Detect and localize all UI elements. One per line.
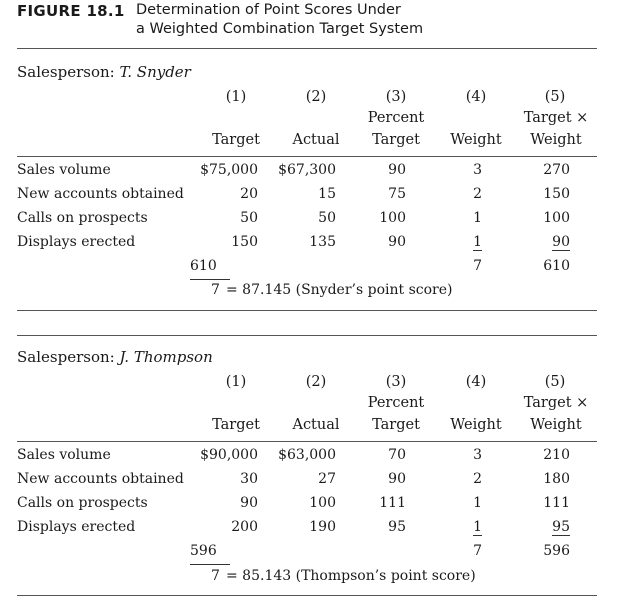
cell-actual: 190: [309, 519, 336, 535]
cell-actual: 15: [318, 186, 336, 202]
cell-weight: [470, 234, 482, 250]
col-1-number: (1): [225, 374, 247, 390]
col-5-number: (5): [544, 374, 566, 390]
figure-label: FIGURE 18.1: [17, 2, 125, 20]
product-total: 596: [543, 543, 570, 559]
section-start-rule: [17, 335, 597, 336]
salesperson-prefix: Salesperson:: [17, 348, 120, 366]
col-4-heading: Weight: [450, 132, 502, 148]
row-label: Displays erected: [17, 519, 136, 535]
top-rule: [17, 48, 597, 49]
cell-target: $90,000: [200, 447, 258, 463]
col-5-heading: Weight: [530, 417, 582, 433]
col-2-number: (2): [305, 89, 327, 105]
weight-underlined: 1: [473, 519, 482, 535]
cell-weight: 1: [473, 210, 482, 226]
row-label: New accounts obtained: [17, 471, 184, 487]
cell-product: 100: [543, 210, 570, 226]
col-2-heading: Actual: [292, 132, 340, 148]
cell-target: 20: [240, 186, 258, 202]
cell-target: $75,000: [200, 162, 258, 178]
row-label: Calls on prospects: [17, 210, 148, 226]
row-label: Displays erected: [17, 234, 136, 250]
col-3-line1: Percent: [367, 395, 425, 411]
weight-total: 7: [473, 258, 482, 274]
col-3-number: (3): [385, 89, 407, 105]
cell-actual: 27: [318, 471, 336, 487]
col-1-number: (1): [225, 89, 247, 105]
point-score-result: = 87.145 (Snyder’s point score): [226, 282, 453, 298]
cell-percent: 75: [388, 186, 406, 202]
cell-percent: 111: [379, 495, 406, 511]
weight-underlined: 1: [473, 234, 482, 250]
fraction-denominator: 7: [211, 568, 220, 584]
cell-actual: $63,000: [278, 447, 336, 463]
cell-target: 30: [240, 471, 258, 487]
cell-percent: 90: [388, 234, 406, 250]
product-total: 610: [543, 258, 570, 274]
salesperson-heading: [17, 63, 191, 81]
fraction-numerator: 596: [190, 543, 217, 559]
section-end-rule: [17, 310, 597, 311]
cell-percent: 95: [388, 519, 406, 535]
cell-weight: [470, 519, 482, 535]
cell-product: 150: [543, 186, 570, 202]
fraction-bar: [190, 279, 230, 280]
cell-weight: 3: [473, 447, 482, 463]
cell-weight: 2: [473, 471, 482, 487]
header-rule: [17, 441, 597, 442]
cell-target: 200: [231, 519, 258, 535]
weight-total: 7: [473, 543, 482, 559]
cell-percent: 90: [388, 471, 406, 487]
cell-actual: 100: [309, 495, 336, 511]
col-4-heading: Weight: [450, 417, 502, 433]
header-rule: [17, 156, 597, 157]
col-5-line1: Target ×: [523, 110, 589, 126]
col-4-number: (4): [465, 374, 487, 390]
cell-product: [530, 234, 570, 250]
col-2-heading: Actual: [292, 417, 340, 433]
salesperson-prefix: Salesperson:: [17, 63, 120, 81]
product-underlined: 90: [552, 234, 570, 250]
cell-actual: 50: [318, 210, 336, 226]
col-5-number: (5): [544, 89, 566, 105]
salesperson-name: T. Snyder: [119, 63, 191, 81]
figure-title-line-2: a Weighted Combination Target System: [136, 21, 424, 37]
cell-actual: $67,300: [278, 162, 336, 178]
cell-percent: 70: [388, 447, 406, 463]
cell-product: 270: [543, 162, 570, 178]
cell-product: 180: [543, 471, 570, 487]
col-1-heading: Target: [212, 417, 260, 433]
cell-target: 90: [240, 495, 258, 511]
cell-weight: 2: [473, 186, 482, 202]
cell-product: [530, 519, 570, 535]
fraction-numerator: 610: [190, 258, 217, 274]
cell-product: 111: [543, 495, 570, 511]
col-1-heading: Target: [212, 132, 260, 148]
cell-percent: 90: [388, 162, 406, 178]
col-3-heading: Target: [372, 417, 420, 433]
cell-weight: 1: [473, 495, 482, 511]
point-score-result: = 85.143 (Thompson’s point score): [226, 568, 476, 584]
col-3-heading: Target: [372, 132, 420, 148]
fraction-denominator: 7: [211, 282, 220, 298]
cell-percent: 100: [379, 210, 406, 226]
figure-title-line-1: Determination of Point Scores Under: [136, 2, 401, 18]
salesperson-name: J. Thompson: [119, 348, 213, 366]
col-3-number: (3): [385, 374, 407, 390]
col-4-number: (4): [465, 89, 487, 105]
cell-weight: 3: [473, 162, 482, 178]
col-3-line1: Percent: [367, 110, 425, 126]
col-2-number: (2): [305, 374, 327, 390]
col-5-heading: Weight: [530, 132, 582, 148]
row-label: New accounts obtained: [17, 186, 184, 202]
col-5-line1: Target ×: [523, 395, 589, 411]
row-label: Sales volume: [17, 447, 111, 463]
cell-target: 50: [240, 210, 258, 226]
cell-actual: 135: [309, 234, 336, 250]
row-label: Sales volume: [17, 162, 111, 178]
cell-product: 210: [543, 447, 570, 463]
salesperson-heading: [17, 348, 213, 366]
row-label: Calls on prospects: [17, 495, 148, 511]
bottom-rule: [17, 595, 597, 596]
product-underlined: 95: [552, 519, 570, 535]
fraction-bar: [190, 564, 230, 565]
cell-target: 150: [231, 234, 258, 250]
